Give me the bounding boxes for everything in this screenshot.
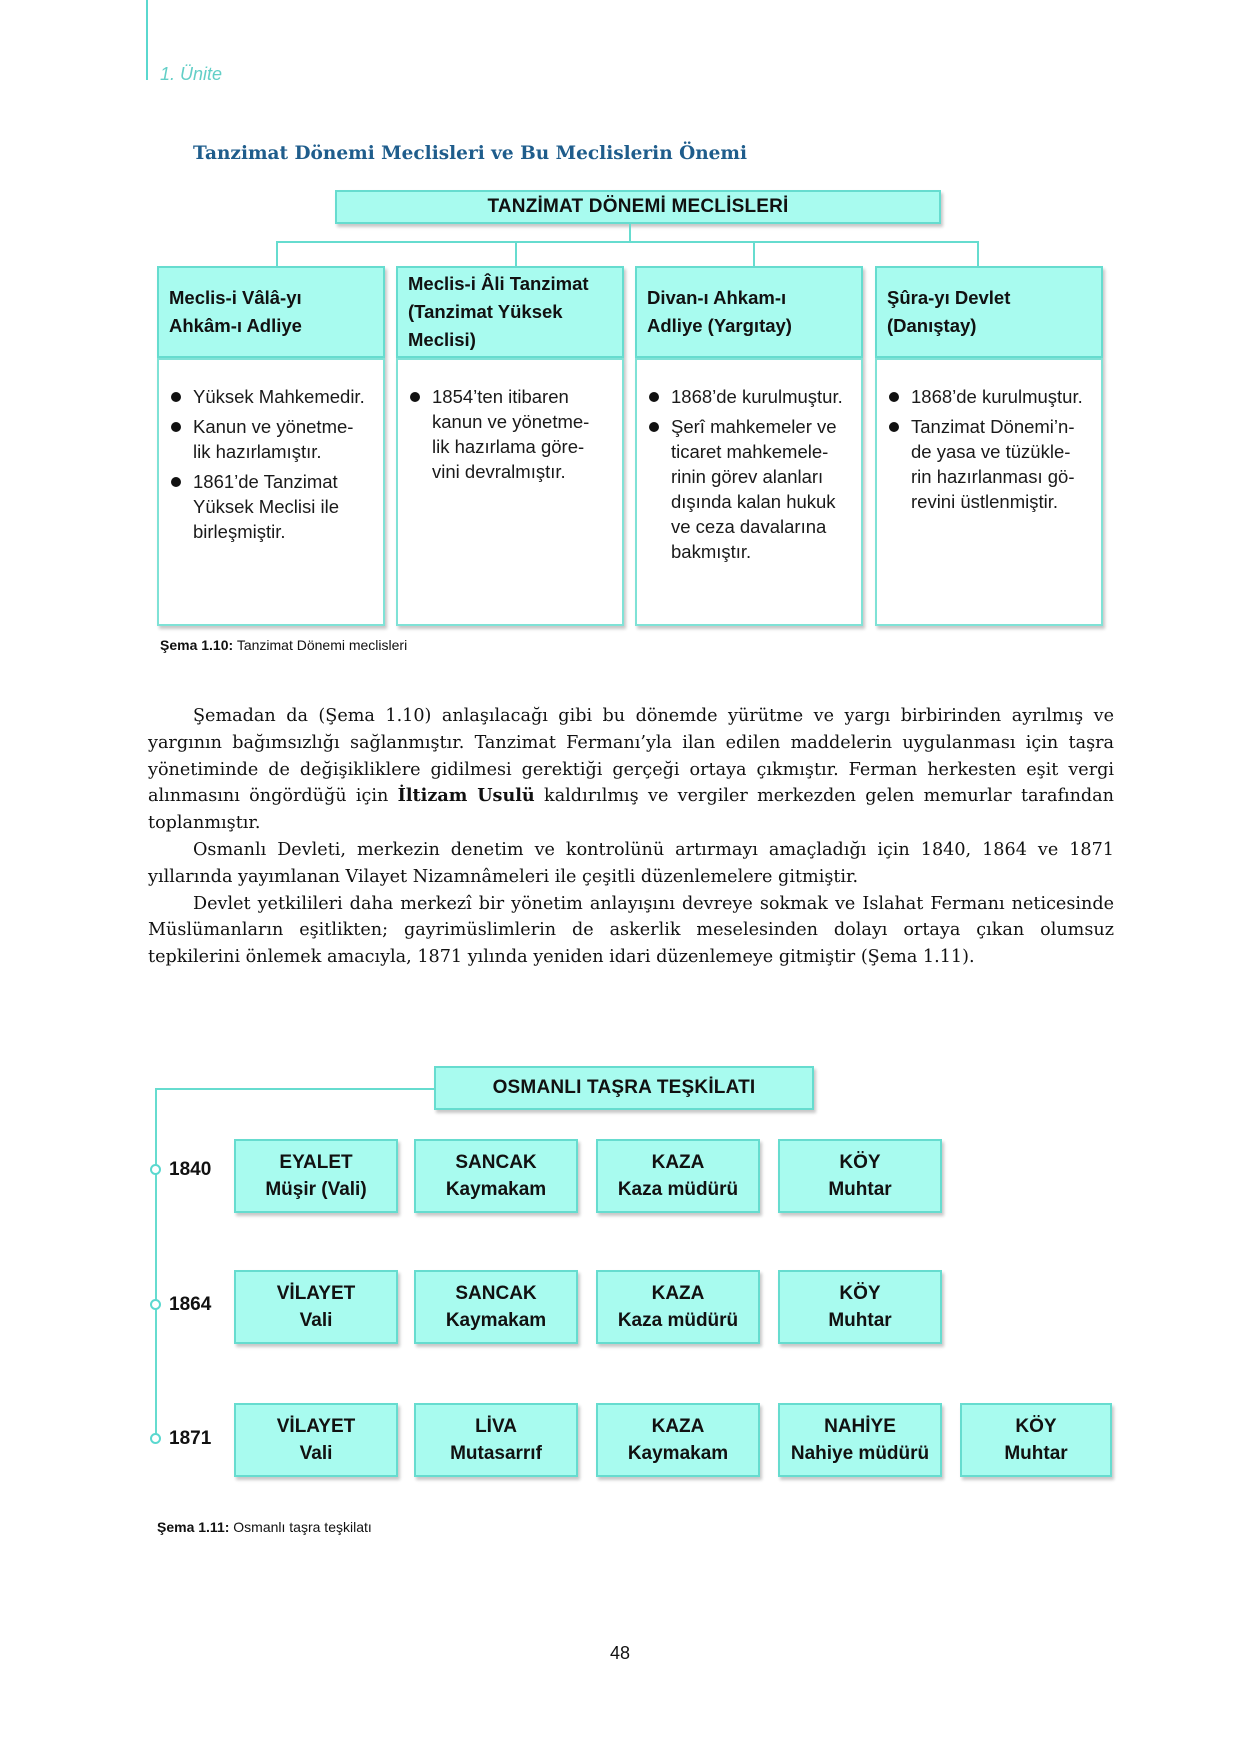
paragraph: Şemadan da (Şema 1.10) anlaşılacağı gibi bu dönemde yürütme ve yargı birbirinden ayrılmış ve yargının bağımsızlığı sağlanmıştır. Tanzimat Fermanı’yla ilan edilen maddelerin uygulanması için taşra yönetiminde de değişikliklere gidilmesi gerektiği gerçeği ortaya çıkmıştır. Ferman herkesten eşit vergi alınmasını öngördüğü için İltizam Usulü kaldırılmış ve vergiler merkezden gelen memurlar tarafından toplanmıştır. — [148, 706, 1114, 834]
figure-caption: Şema 1.10: Tanzimat Dönemi meclisleri — [160, 637, 408, 653]
timeline-dot — [150, 1164, 161, 1175]
timeline-line — [155, 1088, 157, 1440]
connector-bar — [276, 241, 979, 243]
connector-drop — [276, 241, 278, 266]
body-text — [148, 703, 1114, 971]
council-heading: Meclis-i Vâlâ-yı Ahkâm-ı Adliye — [157, 266, 385, 358]
admin-unit-node: EYALET Müşir (Vali) — [234, 1139, 398, 1213]
connector-drop — [977, 241, 979, 266]
section-heading: Tanzimat Dönemi Meclisleri ve Bu Meclislerin Önemi — [193, 143, 748, 164]
admin-unit-node: NAHİYE Nahiye müdürü — [778, 1403, 942, 1477]
year-label: 1871 — [169, 1428, 212, 1449]
council-heading: Meclis-i Âli Tanzimat (Tanzimat Yüksek Meclisi) — [396, 266, 624, 358]
connector-drop — [753, 241, 755, 266]
council-description — [875, 358, 1103, 626]
page-number: 48 — [609, 1643, 631, 1663]
connector-drop — [515, 241, 517, 266]
bullet-item: Kanun ve yönetme- lik hazırlamıştır. — [169, 414, 375, 464]
paragraph: Osmanlı Devleti, merkezin denetim ve kontrolünü artırmayı amaçladığı için 1840, 1864 ve 1871 yıllarında yayımlanan Vilayet Nizamnâmeleri ile çeşitli düzenlemelere gitmiştir. — [148, 839, 1114, 887]
figure-caption: Şema 1.11: Osmanlı taşra teşkilatı — [157, 1519, 372, 1535]
admin-unit-node: KÖY Muhtar — [960, 1403, 1112, 1477]
admin-unit-node: KÖY Muhtar — [778, 1139, 942, 1213]
council-heading: Şûra-yı Devlet (Danıştay) — [875, 266, 1103, 358]
year-label: 1864 — [169, 1294, 212, 1315]
admin-unit-node: LİVA Mutasarrıf — [414, 1403, 578, 1477]
admin-unit-node: KAZA Kaza müdürü — [596, 1139, 760, 1213]
admin-unit-node: SANCAK Kaymakam — [414, 1139, 578, 1213]
margin-rule — [146, 0, 148, 80]
bullet-item: 1868’de kurulmuştur. — [647, 384, 853, 409]
council-description — [157, 358, 385, 626]
council-description — [635, 358, 863, 626]
admin-unit-node: KÖY Muhtar — [778, 1270, 942, 1344]
bullet-item: 1868’de kurulmuştur. — [887, 384, 1093, 409]
unit-label: 1. Ünite — [160, 64, 223, 84]
paragraph: Devlet yetkilileri daha merkezî bir yönetim anlayışını devreye sokmak ve Islahat Fermanı neticesinde Müslümanların eşitlikten; gayrimüslimlerin de askerlik meselesinden dolayı ortaya çıkan olumsuz tepkilerini önlemek amacıyla, 1871 yılında yeniden idari düzenlemeye gitmiştir (Şema 1.11). — [148, 893, 1114, 968]
bullet-item: 1854’ten itibaren kanun ve yönetme- lik hazırlama göre- vini devralmıştır. — [408, 384, 614, 484]
timeline-dot — [150, 1299, 161, 1310]
council-description — [396, 358, 624, 626]
council-heading: Divan-ı Ahkam-ı Adliye (Yargıtay) — [635, 266, 863, 358]
year-label: 1840 — [169, 1159, 212, 1180]
admin-unit-node: SANCAK Kaymakam — [414, 1270, 578, 1344]
timeline-dot — [150, 1433, 161, 1444]
bullet-item: Yüksek Mahkemedir. — [169, 384, 375, 409]
bullet-item: Tanzimat Dönemi’n- de yasa ve tüzükle- rin hazırlanması gö- revini üstlenmiştir. — [887, 414, 1093, 514]
admin-unit-node: KAZA Kaza müdürü — [596, 1270, 760, 1344]
connector-stem — [629, 224, 631, 242]
bullet-item: Şerî mahkemeler ve ticaret mahkemele- rinin görev alanları dışında kalan hukuk ve ceza davalarına bakmıştır. — [647, 414, 853, 564]
diagram2-title: OSMANLI TAŞRA TEŞKİLATI — [434, 1066, 814, 1110]
admin-unit-node: KAZA Kaymakam — [596, 1403, 760, 1477]
admin-unit-node: VİLAYET Vali — [234, 1270, 398, 1344]
diagram1-title: TANZİMAT DÖNEMİ MECLİSLERİ — [335, 190, 941, 224]
timeline-top-connector — [155, 1088, 435, 1090]
bullet-item: 1861’de Tanzimat Yüksek Meclisi ile birleşmiştir. — [169, 469, 375, 544]
admin-unit-node: VİLAYET Vali — [234, 1403, 398, 1477]
